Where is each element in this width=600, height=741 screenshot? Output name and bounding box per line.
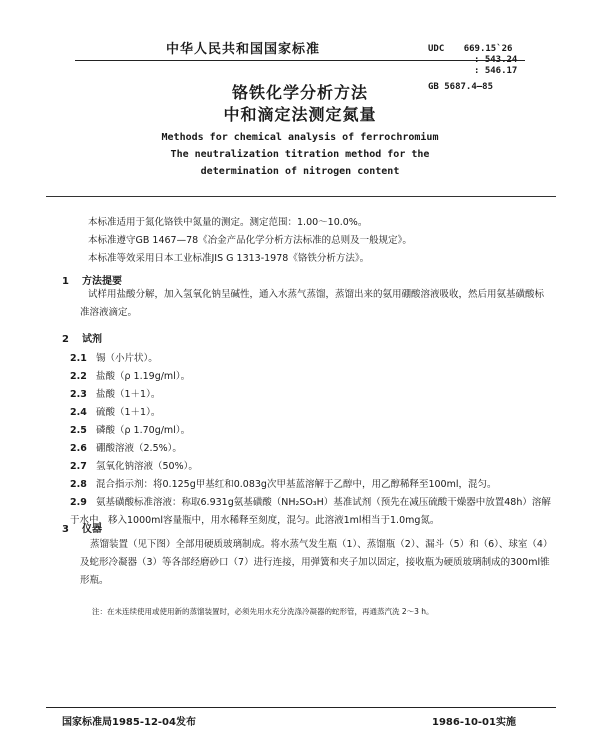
reagent-text: 磷酸（ρ 1.70g/ml）。 xyxy=(96,425,191,436)
reagent-text: 氢氧化钠溶液（50%）。 xyxy=(96,461,198,472)
section-2-heading xyxy=(62,330,102,345)
reagent-text: 盐酸（1＋1）。 xyxy=(96,389,161,400)
reagent-number: 2.6 xyxy=(70,443,87,454)
reagent-number: 2.3 xyxy=(70,389,87,400)
standard-name: 中华人民共和国国家标准 xyxy=(166,42,321,57)
reagent-number: 2.7 xyxy=(70,461,87,472)
title-en-line-2: The neutralization titration method for the xyxy=(170,149,430,160)
udc-code-1: 669.15`26 xyxy=(463,44,513,54)
reagent-text: 氨基磺酸标准溶液：称取6.931g氨基磺酸（NH₂SO₃H）基准试剂（预先在减压硫酸干燥器中放置48h）溶解于水中，移入1000ml容量瓶中，用水稀释至刻度，混匀。此溶液1ml相当于1.0mg氮。 xyxy=(70,497,551,526)
issue-date: 国家标准局1985-12-04发布 xyxy=(62,717,196,728)
gb-number: GB 5687.4—85 xyxy=(428,82,494,92)
reagent-text: 锡（小片状）。 xyxy=(96,353,158,364)
reagent-number: 2.1 xyxy=(70,353,87,364)
reagent-number: 2.5 xyxy=(70,425,87,436)
udc-label: UDC xyxy=(428,44,445,54)
section-1-title: 方法提要 xyxy=(82,276,122,287)
title-en-line-3: determination of nitrogen content xyxy=(200,166,400,177)
reagent-item xyxy=(70,404,160,418)
title-cn-line-1: 铬铁化学分析方法 xyxy=(231,83,368,102)
udc-code-2: : 543.24 xyxy=(474,55,518,65)
reagent-text: 混合指示剂：将0.125g甲基红和0.083g次甲基蓝溶解于乙醇中，用乙醇稀释至100ml，混匀。 xyxy=(96,479,497,490)
reagent-item xyxy=(70,494,558,530)
reagent-number: 2.2 xyxy=(70,371,87,382)
section-2-title: 试剂 xyxy=(82,334,102,345)
reagent-item xyxy=(70,422,190,436)
intro-paragraph-1: 本标准适用于氮化铬铁中氮量的测定。测定范围：1.00～10.0%。 xyxy=(88,217,368,228)
reagent-number: 2.9 xyxy=(70,497,87,508)
reagent-number: 2.8 xyxy=(70,479,87,490)
section-3-title: 仪器 xyxy=(82,524,102,535)
section-1-number: 1 xyxy=(62,276,69,287)
header-rule xyxy=(75,60,525,61)
section-2-number: 2 xyxy=(62,334,69,345)
section-3-note: 注：在未连续使用或使用新的蒸馏装置时，必须先用水充分洗涤冷凝器的蛇形管，再通蒸汽洗 2～3 h。 xyxy=(92,607,434,616)
section-3-body: 蒸馏装置（见下图）全部用硬质玻璃制成。将水蒸气发生瓶（1）、蒸馏瓶（2）、漏斗（5）和（6）、球室（4）及蛇形冷凝器（3）等各部经磨砂口（7）进行连接，用弹簧和夹子加以固定，接收瓶为硬质玻璃制成的300ml锥形瓶。 xyxy=(80,539,550,586)
section-3-heading xyxy=(62,520,102,535)
udc-code-3: : 546.17 xyxy=(474,66,518,76)
section-3-number: 3 xyxy=(62,524,69,535)
reagent-item xyxy=(70,368,190,382)
reagent-item xyxy=(70,476,496,490)
title-cn-line-2: 中和滴定法测定氮量 xyxy=(223,105,377,124)
effective-date: 1986-10-01实施 xyxy=(432,717,516,728)
title-en-line-1: Methods for chemical analysis of ferrochromium xyxy=(161,132,439,143)
reagent-text: 硫酸（1＋1）。 xyxy=(96,407,161,418)
section-1-body: 试样用盐酸分解，加入氢氧化钠呈碱性，通入水蒸气蒸馏，蒸馏出来的氨用硼酸溶液吸收，然后用氨基磺酸标准溶液滴定。 xyxy=(80,289,545,318)
intro-paragraph-3: 本标准等效采用日本工业标准JIS G 1313-1978《铬铁分析方法》。 xyxy=(88,253,370,264)
title-rule xyxy=(46,196,556,197)
reagent-item xyxy=(70,458,198,472)
reagent-text: 硼酸溶液（2.5%）。 xyxy=(96,443,182,454)
section-1-heading xyxy=(62,272,122,287)
footer-rule xyxy=(46,707,556,708)
reagent-text: 盐酸（ρ 1.19g/ml）。 xyxy=(96,371,191,382)
reagent-item xyxy=(70,386,160,400)
reagent-item xyxy=(70,350,158,364)
reagent-item xyxy=(70,440,182,454)
reagent-number: 2.4 xyxy=(70,407,87,418)
intro-paragraph-2: 本标准遵守GB 1467—78《冶金产品化学分析方法标准的总则及一般规定》。 xyxy=(88,235,412,246)
